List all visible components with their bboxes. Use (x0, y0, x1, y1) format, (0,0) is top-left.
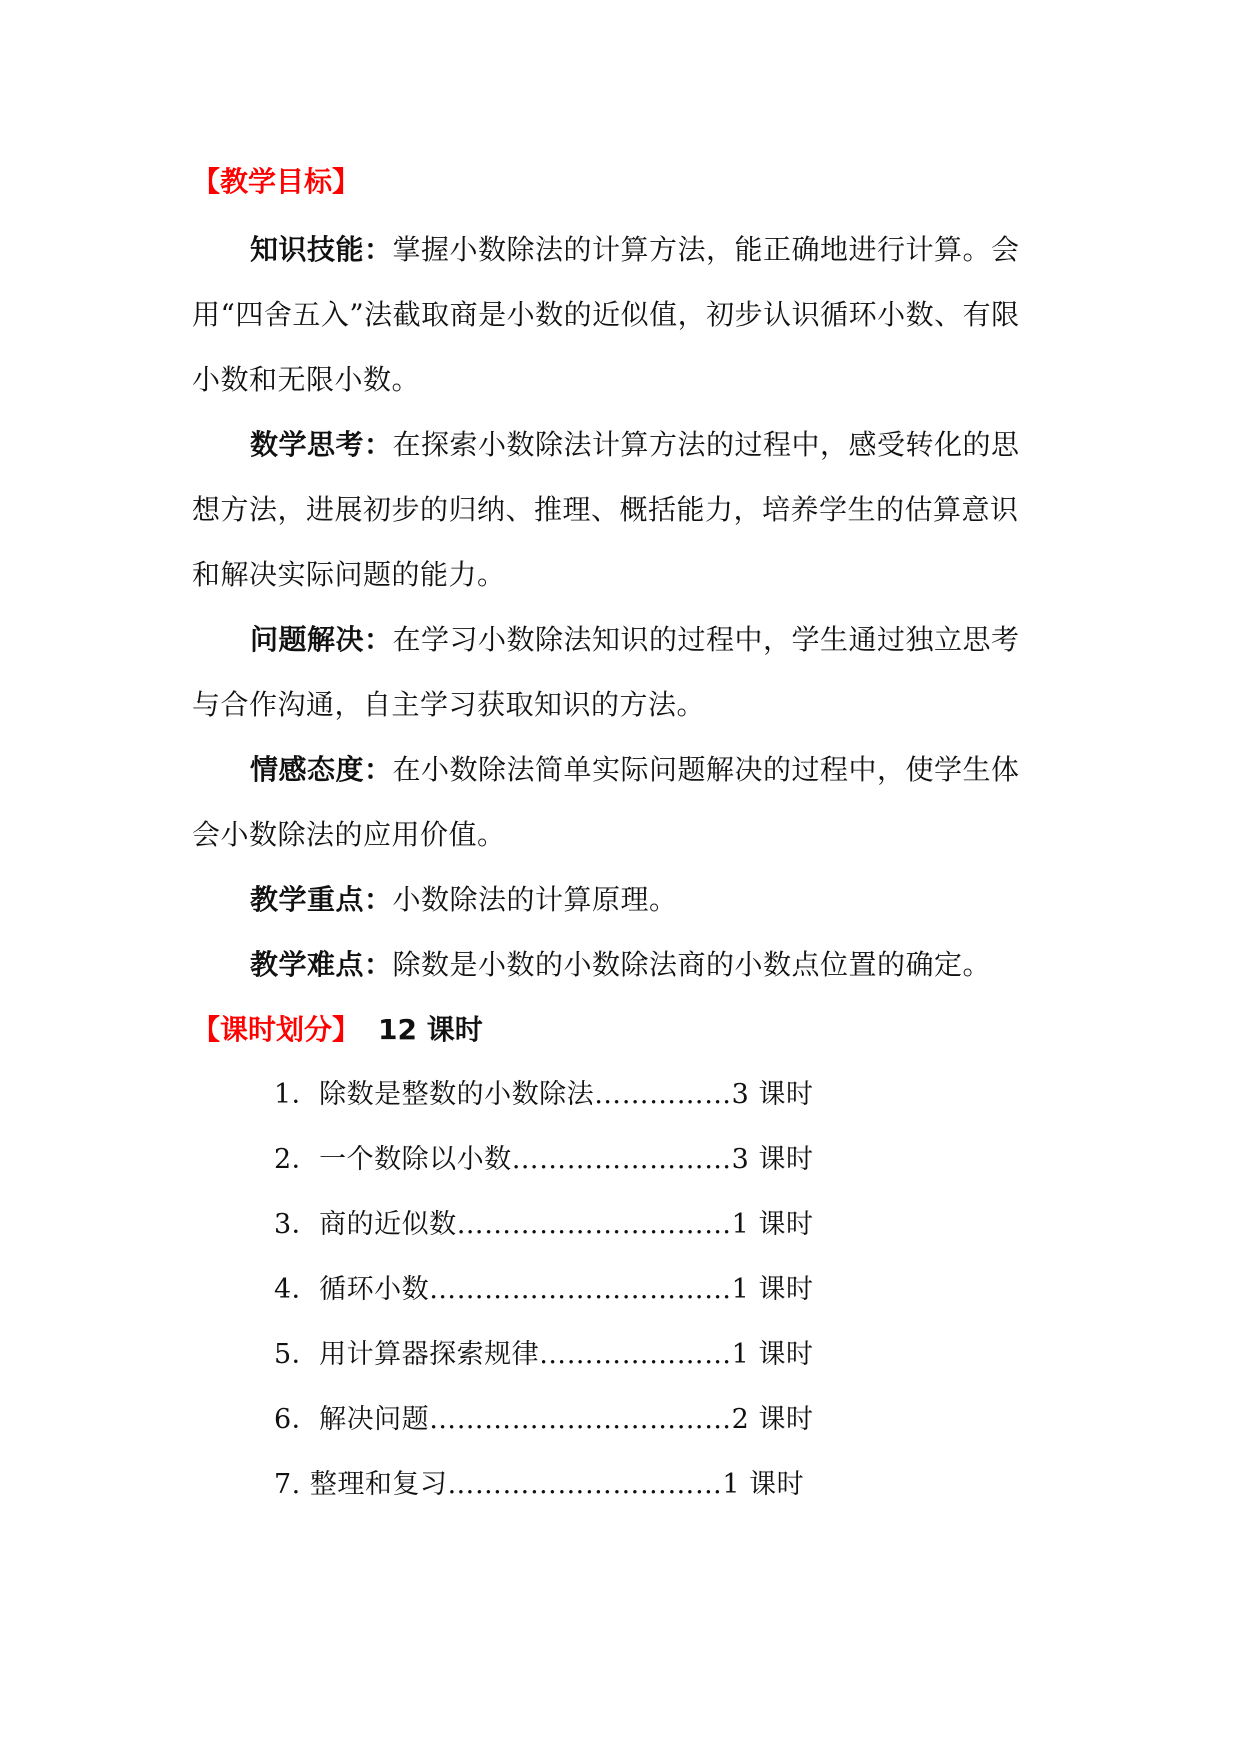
schedule-heading-label: 【课时划分】 (192, 1013, 361, 1046)
goal-math-thinking (192, 412, 1022, 607)
goal-label: 数学思考： (250, 428, 393, 461)
goals-heading: 【教学目标】 (192, 165, 361, 198)
schedule-item: 2．一个数除以小数……………………3 课时 (274, 1144, 814, 1175)
goal-problem-solving (192, 607, 1022, 737)
goal-label: 教学难点： (250, 948, 393, 981)
goal-knowledge-skills (192, 217, 1022, 412)
goal-text: 掌握小数除法的计算方法，能正确地进行计算。会用“四舍五入”法截取商是小数的近似值，初步认识循环小数、有限小数和无限小数。 (192, 233, 1020, 396)
teaching-difficulty (192, 932, 1022, 997)
goal-label: 知识技能： (250, 233, 393, 266)
schedule-total: 12 课时 (378, 1013, 483, 1046)
schedule-item: 4．循环小数……………………………1 课时 (274, 1274, 814, 1305)
schedule-item: 5．用计算器探索规律…………………1 课时 (274, 1339, 814, 1370)
goal-text: 在探索小数除法计算方法的过程中，感受转化的思想方法，进展初步的归纳、推理、概括能力，培养学生的估算意识和解决实际问题的能力。 (192, 428, 1020, 591)
goal-text: 在学习小数除法知识的过程中，学生通过独立思考与合作沟通，自主学习获取知识的方法。 (192, 623, 1020, 721)
schedule-item: 3．商的近似数…………………………1 课时 (274, 1209, 814, 1240)
goal-label: 情感态度： (250, 753, 393, 786)
goal-text: 在小数除法简单实际问题解决的过程中，使学生体会小数除法的应用价值。 (192, 753, 1020, 851)
goal-label: 教学重点： (250, 883, 393, 916)
schedule-heading (192, 1010, 483, 1050)
goal-label: 问题解决： (250, 623, 393, 656)
schedule-item: 7. 整理和复习…………………………1 课时 (274, 1469, 805, 1500)
schedule-item: 1．除数是整数的小数除法……………3 课时 (274, 1079, 814, 1110)
goal-text: 除数是小数的小数除法商的小数点位置的确定。 (392, 948, 992, 981)
goal-emotion-attitude (192, 737, 1022, 867)
goal-text: 小数除法的计算原理。 (392, 883, 678, 916)
schedule-item: 6．解决问题……………………………2 课时 (274, 1404, 814, 1435)
teaching-key-point (192, 867, 1022, 932)
